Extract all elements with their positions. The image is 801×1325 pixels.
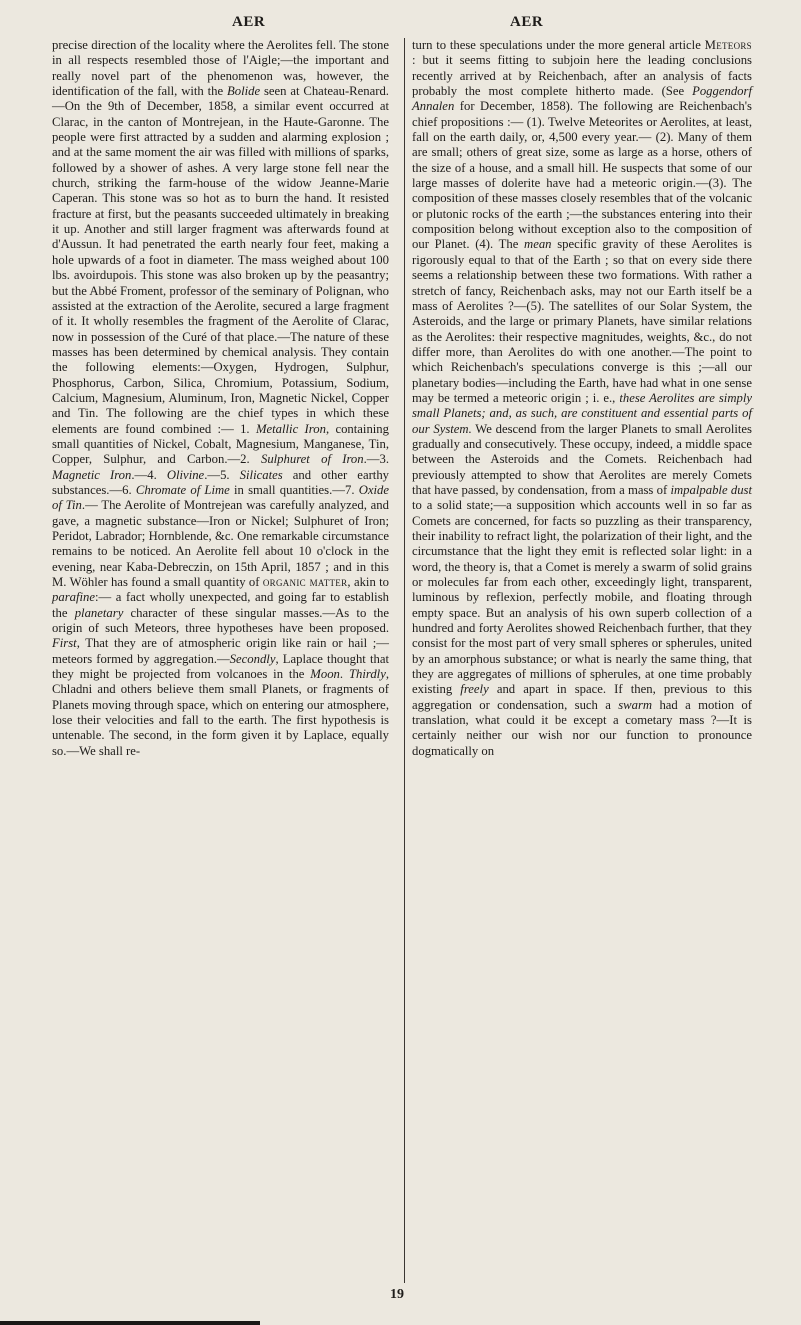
running-header-right: AER [510,14,544,30]
page-number: 19 [390,1287,404,1302]
left-column [52,38,389,759]
left-column-text: precise direction of the locality where the Aerolites fell. The stone in all respects resembled those of l'Aigle;—the important and really novel part of the phenomenon was, however, the identification of the fall, with the Bolide seen at Chateau-Renard.—On the 9th of December, 1858, a similar event occurred at Clarac, in the canton of Montrejean, in the Haute-Garonne. The people were first attracted by a sudden and alarming explosion ; and at the same moment the air was filled with millions of sparks, followed by a shower of ashes. A very large stone fell near the church, striking the farm-house of the widow Jeanne-Marie Caperan. This stone was so hot as to burn the hand. It resisted fracture at first, but the peasants succeeded ultimately in breaking it up. Another and still larger fragment was afterwards found at d'Aussun. It had penetrated the earth nearly four feet, making a hole upwards of a foot in diameter. The mass weighed about 100 lbs. avoirdupois. This stone was also broken up by the peasantry; but the Abbé Froment, professor of the seminary of Polignan, who assisted at the extraction of the Aerolite, secured a large fragment of it. It wholly resembles the fragment of the Aerolite of Clarac, now in possession of the Curé of that place.—The nature of these masses has been determined by chemical analysis. They contain the following elements:—Oxygen, Hydrogen, Sulphur, Phosphorus, Carbon, Silica, Chromium, Potassium, Sodium, Calcium, Magnesium, Aluminum, Iron, Magnetic Nickel, Copper and Tin. The following are the chief types in which these elements are found combined :— 1. Metallic Iron, containing small quantities of Nickel, Cobalt, Magnesium, Manganese, Tin, Copper, Sulphur, and Carbon.—2. Sulphuret of Iron.—3. Magnetic Iron.—4. Olivine.—5. Silicates and other earthy substances.—6. Chromate of Lime in small quantities.—7. Oxide of Tin.— The Aerolite of Montrejean was carefully analyzed, and gave, a magnetic substance—Iron or Nickel; Sulphuret of Iron; Peridot, Labrador; Hornblende, &c. One remarkable circumstance remains to be noticed. An Aerolite fell about 10 o'clock in the evening, near Kaba-Debreczin, on 15th April, 1857 ; and in this M. Wöhler has found a small quantity of organic matter, akin to parafine:— a fact wholly unexpected, and going far to establish the planetary character of these singular masses.—As to the origin of such Meteors, three hypotheses have been proposed. First, That they are of atmospheric origin like rain or hail ;—meteors formed by aggregation.—Secondly, Laplace thought that they might be projected from volcanoes in the Moon. Thirdly, Chladni and others believe them small Planets, or fragments of Planets moving through space, which on entering our atmosphere, lose their velocities and fall to the earth. The first hypothesis is untenable. The second, in the form given it by Laplace, equally so.—We shall re- [52,38,390,758]
right-column-text: turn to these speculations under the more general article Meteors : but it seems fitting to subjoin here the leading conclusions recently arrived at by Reichenbach, after an analysis of facts probably the most complete hitherto made. (See Poggendorf Annalen for December, 1858). The following are Reichenbach's chief propositions :— (1). Twelve Meteorites or Aerolites, at least, fall on the earth daily, or, 4,500 every year.— (2). Many of them are small; others of great size, some as large as a horse, others of the size of a house, and a small hill. He suspects that some of our large masses of dolerite have had a meteoric origin.—(3). The composition of these masses closely resembles that of the volcanic or plutonic rocks of the earth ;—the substances entering into their composition belong without exception also to the composition of our Planet. (4). The mean specific gravity of these Aerolites is rigorously equal to that of the Earth ; so that on every side there seems a relationship between these two formations. With rather a stretch of fancy, Reichenbach asks, may not our Earth itself be a mass of Aerolites ?—(5). The satellites of our Solar System, the Asteroids, and the large or primary Planets, have similar relations as the Aerolites: their respective magnitudes, weights, &c., do not differ more, than Aerolites do with one another.—The point to which Reichenbach's speculations converge is this ;—all our planetary bodies—including the Earth, have had what in one sense may be termed a meteoric origin ; i. e., these Aerolites are simply small Planets; and, as such, are constituent and essential parts of our System. We descend from the larger Planets to small Aerolites gradually and consecutively. These occupy, indeed, a middle space between the Asteroids and the Comets. Reichenbach had previously attempted to show that Aerolites are merely Comets that have passed, by condensation, from a mass of impalpable dust to a solid state;—a supposition which accounts well in so far as Comets are concerned, for facts so puzzling as their transparency, their inability to refract light, the polarization of their light, and the circumstance that the light they emit is reflected solar light: in a word, the theory is, that a Comet is merely a swarm of solid grains or molecules far from each other, exceedingly light, transparent, luminous by reflexion, perfectly mobile, and floating through empty space. But an analysis of his own superb collection of a hundred and forty Aerolites showed Reichenbach further, that they consist for the most part of very small spheres or spherules, united by an amorphous substance; or what is nearly the same thing, that they are aggregates of millions of spherules, at one time probably existing freely and apart in space. If then, previous to this aggregation or condensation, such a swarm had a motion of translation, what could it be except a cometary mass ?—It is certainly neither our wish nor our function to pronounce dogmatically on [412,38,752,758]
column-divider [404,38,405,1283]
right-column [412,38,752,759]
running-header-left: AER [232,14,266,30]
scan-edge-mark [0,1321,260,1325]
